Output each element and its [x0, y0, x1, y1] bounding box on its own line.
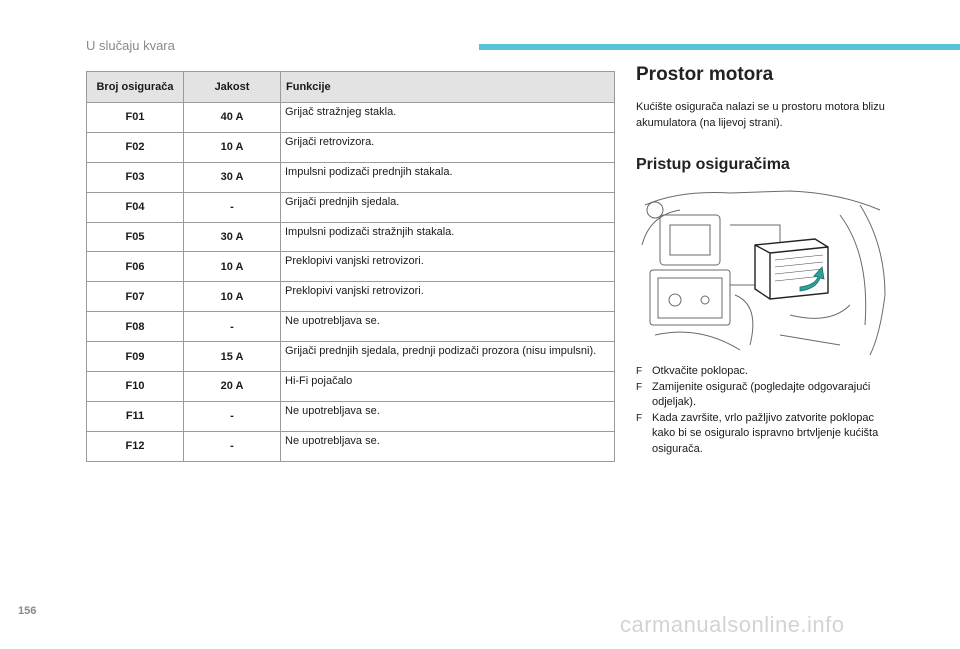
step-bullet-icon: F — [636, 381, 643, 393]
amperage-cell: 10 A — [184, 132, 281, 162]
function-cell: Grijači prednjih sjedala. — [281, 192, 615, 222]
steps-list — [636, 364, 896, 457]
fuse-number-cell: F07 — [87, 282, 184, 312]
fuse-number-cell: F03 — [87, 162, 184, 192]
amperage-cell: 10 A — [184, 252, 281, 282]
table-row — [87, 312, 615, 342]
table-row — [87, 431, 615, 461]
function-cell: Grijač stražnjeg stakla. — [281, 103, 615, 133]
step-item — [636, 411, 896, 458]
function-cell: Preklopivi vanjski retrovizori. — [281, 282, 615, 312]
header-fuse-number: Broj osigurača — [87, 72, 184, 103]
fuse-number-cell: F02 — [87, 132, 184, 162]
engine-fusebox-illustration — [640, 185, 890, 357]
running-header: U slučaju kvara — [86, 38, 175, 53]
function-cell: Ne upotrebljava se. — [281, 401, 615, 431]
amperage-cell: 30 A — [184, 162, 281, 192]
amperage-cell: - — [184, 431, 281, 461]
fuse-number-cell: F06 — [87, 252, 184, 282]
table-row — [87, 282, 615, 312]
step-text: Zamijenite osigurač (pogledajte odgovarajući odjeljak). — [652, 380, 871, 408]
function-cell: Impulsni podizači stražnjih stakala. — [281, 222, 615, 252]
amperage-cell: - — [184, 401, 281, 431]
function-cell: Ne upotrebljava se. — [281, 431, 615, 461]
table-row — [87, 192, 615, 222]
table-row — [87, 372, 615, 402]
section-text: Kućište osigurača nalazi se u prostoru motora blizu akumulatora (na lijevoj strani). — [636, 101, 885, 129]
amperage-cell: 30 A — [184, 222, 281, 252]
fuse-number-cell: F05 — [87, 222, 184, 252]
fuse-number-cell: F01 — [87, 103, 184, 133]
section-title: Prostor motora — [636, 64, 774, 85]
table-row — [87, 252, 615, 282]
function-cell: Grijači prednjih sjedala, prednji podizači prozora (nisu impulsni). — [281, 342, 615, 372]
fuse-number-cell: F10 — [87, 372, 184, 402]
fuse-number-cell: F12 — [87, 431, 184, 461]
watermark: carmanualsonline.info — [620, 612, 845, 637]
header-accent-bar — [479, 44, 960, 50]
table-row — [87, 132, 615, 162]
fuse-number-cell: F04 — [87, 192, 184, 222]
amperage-cell: - — [184, 192, 281, 222]
fuse-number-cell: F08 — [87, 312, 184, 342]
amperage-cell: 40 A — [184, 103, 281, 133]
function-cell: Impulsni podizači prednjih stakala. — [281, 162, 615, 192]
header-amperage: Jakost — [184, 72, 281, 103]
table-row — [87, 103, 615, 133]
table-header-row — [87, 72, 615, 103]
table-row — [87, 222, 615, 252]
step-text: Kada završite, vrlo pažljivo zatvorite poklopac kako bi se osiguralo ispravno brtvljenje kućišta osigurača. — [652, 411, 879, 455]
step-bullet-icon: F — [636, 366, 643, 377]
table-row — [87, 342, 615, 372]
amperage-cell: 15 A — [184, 342, 281, 372]
step-item — [636, 380, 896, 411]
amperage-cell: - — [184, 312, 281, 342]
table-row — [87, 162, 615, 192]
step-bullet-icon: F — [636, 412, 643, 424]
function-cell: Ne upotrebljava se. — [281, 312, 615, 342]
function-cell: Grijači retrovizora. — [281, 132, 615, 162]
function-cell: Hi-Fi pojačalo — [281, 372, 615, 402]
page-number: 156 — [18, 605, 37, 617]
amperage-cell: 10 A — [184, 282, 281, 312]
amperage-cell: 20 A — [184, 372, 281, 402]
step-text: Otkvačite poklopac. — [652, 365, 748, 377]
fuse-table — [86, 71, 615, 462]
header-functions: Funkcije — [281, 72, 615, 103]
table-row — [87, 401, 615, 431]
fuse-number-cell: F11 — [87, 401, 184, 431]
subsection-title: Pristup osiguračima — [636, 156, 790, 173]
function-cell: Preklopivi vanjski retrovizori. — [281, 252, 615, 282]
fuse-number-cell: F09 — [87, 342, 184, 372]
step-item — [636, 364, 896, 380]
